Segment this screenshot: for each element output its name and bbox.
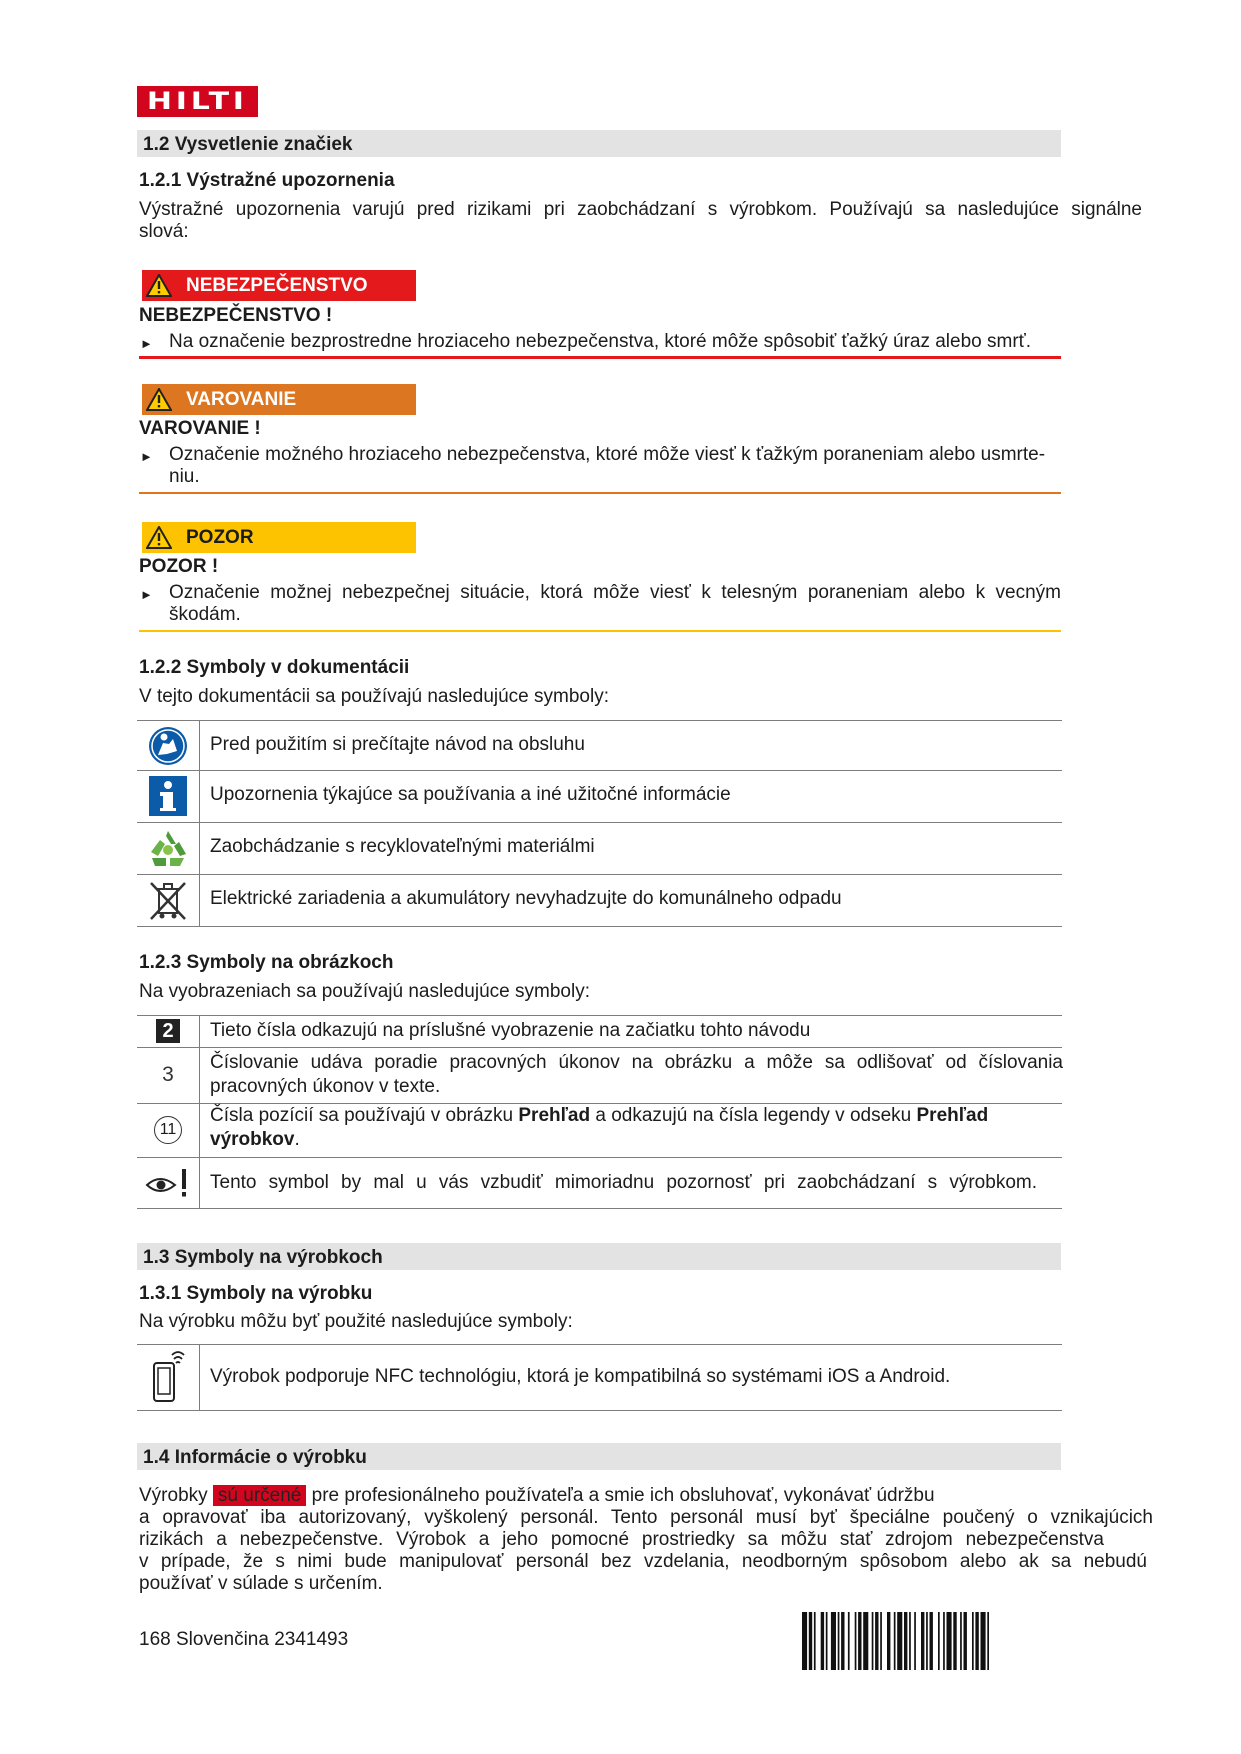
table-divider	[199, 720, 200, 926]
warning-triangle-icon	[146, 274, 172, 297]
barcode-bar	[947, 1612, 952, 1670]
table-row-text: Tieto čísla odkazujú na príslušné vyobrazenie na začiatku tohto návodu	[210, 1020, 811, 1041]
step-number-icon	[139, 1049, 197, 1101]
position-number-label: 11	[154, 1116, 182, 1144]
barcode-bar	[930, 1612, 933, 1670]
barcode-bar	[821, 1612, 824, 1670]
signal-description: niu.	[169, 466, 200, 487]
table-row-text: Pred použitím si prečítajte návod na obsluhu	[210, 734, 585, 755]
barcode-bar	[904, 1612, 907, 1670]
barcode-bar	[855, 1612, 857, 1670]
section-title: 1.4 Informácie o výrobku	[143, 1447, 367, 1468]
section-title: 1.3 Symboly na výrobkoch	[143, 1247, 383, 1268]
paragraph-line: a opravovať iba autorizovaný, vyškolený personál. Tento personál musí byť špeciálne poučený o vznikajúcich	[139, 1507, 1153, 1528]
table-row-text	[210, 1104, 988, 1128]
barcode-bar	[981, 1612, 986, 1670]
subsection-title-1-2-1: 1.2.1 Výstražné upozornenia	[139, 170, 395, 191]
figure-number-icon	[139, 1017, 197, 1045]
signal-description: Označenie možnej nebezpečnej situácie, ktorá môže viesť k telesným poraneniam alebo k vecným	[169, 582, 1061, 603]
highlighted-text: sú určené	[213, 1485, 306, 1506]
barcode-bar	[914, 1612, 916, 1670]
intro-line: Výstražné upozornenia varujú pred rizikami pri zaobchádzaní s výrobkom. Používajú sa nasledujúce signálne	[139, 199, 1142, 220]
caution-rule	[139, 630, 1061, 632]
paragraph-line	[139, 1485, 935, 1507]
barcode-bar	[887, 1612, 890, 1670]
table-divider	[199, 1344, 200, 1410]
barcode-bar	[897, 1612, 902, 1670]
page-footer: 168 Slovenčina 2341493	[139, 1629, 349, 1650]
signal-description: Označenie možného hroziaceho nebezpečenstva, ktoré môže viesť k ťažkým poraneniam alebo usmrte-	[169, 444, 1046, 465]
barcode-bar	[809, 1612, 812, 1670]
info-icon	[139, 772, 197, 820]
caution-signal-panel	[142, 522, 416, 553]
crossed-bin-icon	[139, 876, 197, 926]
paragraph-line: používať v súlade s určením.	[139, 1573, 383, 1594]
barcode-bar	[960, 1612, 962, 1670]
signal-word: VAROVANIE !	[139, 418, 261, 439]
barcode-bar	[964, 1612, 967, 1670]
paragraph-line: v prípade, že s nimi bude manipulovať personál bez vzdelania, neodborným spôsobom alebo ak sa nebudú	[139, 1551, 1147, 1572]
barcode-bar	[953, 1612, 956, 1670]
barcode-bar	[831, 1612, 836, 1670]
intro-line: Na výrobku môžu byť použité nasledujúce symboly:	[139, 1311, 573, 1332]
section-header-1-4	[137, 1443, 1061, 1470]
table-row-text: pracovných úkonov v texte.	[210, 1076, 441, 1097]
signal-label: NEBEZPEČENSTVO	[186, 274, 368, 296]
barcode-bar	[872, 1612, 874, 1670]
intro-line: Na vyobrazeniach sa používajú nasledujúce symboly:	[139, 981, 590, 1002]
warning-triangle-icon	[146, 526, 172, 549]
table-rule	[137, 1410, 1062, 1411]
barcode-bar	[972, 1612, 974, 1670]
bullet-marker: ►	[140, 336, 153, 351]
barcode-bar	[987, 1612, 989, 1670]
nfc-phone-icon	[139, 1346, 197, 1408]
signal-word: POZOR !	[139, 556, 219, 577]
table-rule	[137, 1047, 1062, 1048]
table-rule	[137, 1344, 1062, 1345]
signal-label: POZOR	[186, 526, 254, 548]
recycling-icon	[139, 824, 197, 874]
table-rule	[137, 720, 1062, 721]
subsection-title-1-3-1: 1.3.1 Symboly na výrobku	[139, 1283, 373, 1304]
table-row-text	[210, 1128, 300, 1152]
text-fragment: Čísla pozícií sa používajú v obrázku	[210, 1105, 519, 1126]
barcode-bar	[909, 1612, 911, 1670]
logo-text: HILTI	[147, 87, 248, 115]
subsection-title-1-2-3: 1.2.3 Symboly na obrázkoch	[139, 952, 394, 973]
hilti-logo	[137, 86, 258, 117]
barcode-bar	[938, 1612, 940, 1670]
barcode	[802, 1612, 1060, 1670]
table-divider	[199, 1015, 200, 1208]
signal-word: NEBEZPEČENSTVO !	[139, 305, 333, 326]
figure-number-label: 2	[156, 1019, 180, 1043]
table-row-text: Číslovanie udáva poradie pracovných úkonov na obrázku a môže sa odlišovať od číslovania	[210, 1052, 1063, 1073]
section-title: 1.2 Vysvetlenie značiek	[143, 134, 353, 155]
barcode-bar	[943, 1612, 945, 1670]
bold-term: výrobkov	[210, 1129, 295, 1150]
barcode-bar	[841, 1612, 844, 1670]
warning-rule	[139, 492, 1061, 494]
intro-line: V tejto dokumentácii sa používajú nasledujúce symboly:	[139, 686, 609, 707]
table-rule	[137, 874, 1062, 875]
table-rule	[137, 1015, 1062, 1016]
barcode-bar	[875, 1612, 878, 1670]
position-number-icon	[139, 1105, 197, 1155]
section-header-1-2	[137, 130, 1061, 157]
table-rule	[137, 1157, 1062, 1158]
barcode-bar	[894, 1612, 896, 1670]
signal-label: VAROVANIE	[186, 388, 297, 410]
read-manual-icon	[139, 722, 197, 770]
section-header-1-3	[137, 1243, 1061, 1270]
text-fragment: a odkazujú na čísla legendy v odseku	[590, 1105, 917, 1126]
bold-term: Prehľad	[518, 1105, 591, 1126]
barcode-bar	[802, 1612, 807, 1670]
text-fragment: pre profesionálneho používateľa a smie ich obsluhovať, vykonávať údržbu	[306, 1485, 935, 1506]
signal-description: Na označenie bezprostredne hroziaceho nebezpečenstva, ktoré môže spôsobiť ťažký úraz alebo smrť.	[169, 331, 1032, 352]
danger-rule	[139, 356, 1061, 359]
intro-line: slová:	[139, 221, 189, 242]
eye-attention-icon	[139, 1159, 197, 1207]
table-rule	[137, 822, 1062, 823]
warning-triangle-icon	[146, 388, 172, 411]
barcode-bar	[826, 1612, 828, 1670]
subsection-title-1-2-2: 1.2.2 Symboly v dokumentácii	[139, 657, 410, 678]
paragraph-line: rizikách a nebezpečenstve. Výrobok a jeho pomocné prostriedky sa môžu stať zdrojom nebezpečenstva	[139, 1529, 1104, 1550]
barcode-bar	[858, 1612, 861, 1670]
table-row-text: Upozornenia týkajúce sa používania a iné užitočné informácie	[210, 784, 731, 805]
text-fragment: Výrobky	[139, 1485, 213, 1506]
table-rule	[137, 770, 1062, 771]
barcode-bar	[975, 1612, 978, 1670]
bullet-marker: ►	[140, 449, 153, 464]
table-row-text: Zaobchádzanie s recyklovateľnými materiálmi	[210, 836, 595, 857]
barcode-bar	[838, 1612, 840, 1670]
bold-term: Prehľad	[916, 1105, 989, 1126]
danger-signal-panel	[142, 270, 416, 301]
table-row-text: Elektrické zariadenia a akumulátory nevyhadzujte do komunálneho odpadu	[210, 888, 842, 909]
table-rule	[137, 1208, 1062, 1209]
text-fragment: .	[294, 1129, 300, 1150]
table-rule	[137, 926, 1062, 927]
barcode-bar	[814, 1612, 816, 1670]
table-row-text: Výrobok podporuje NFC technológiu, ktorá je kompatibilná so systémami iOS a Android.	[210, 1366, 951, 1387]
bullet-marker: ►	[140, 587, 153, 602]
barcode-bar	[848, 1612, 850, 1670]
barcode-bar	[863, 1612, 868, 1670]
warning-signal-panel	[142, 384, 416, 415]
step-number-label: 3	[162, 1063, 174, 1086]
signal-description: škodám.	[169, 604, 241, 625]
barcode-bar	[880, 1612, 882, 1670]
table-row-text: Tento symbol by mal u vás vzbudiť mimoriadnu pozornosť pri zaobchádzaní s výrobkom.	[210, 1172, 1037, 1193]
barcode-bar	[926, 1612, 928, 1670]
barcode-bar	[921, 1612, 924, 1670]
